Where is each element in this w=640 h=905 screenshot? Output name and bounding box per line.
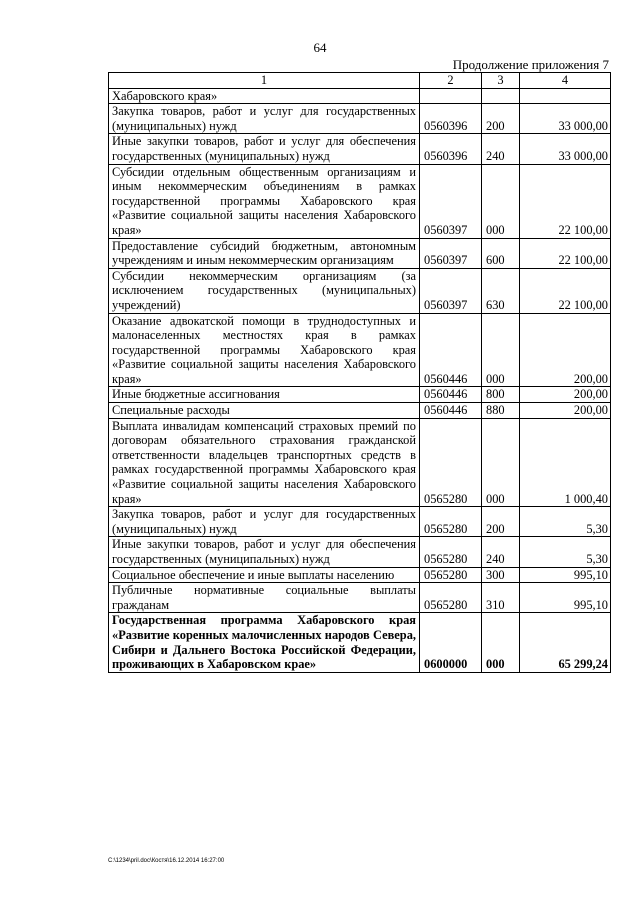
table-row bbox=[109, 403, 611, 419]
table-row bbox=[109, 88, 611, 104]
table-row bbox=[109, 313, 611, 387]
row-amount-cell: 5,30 bbox=[520, 537, 611, 567]
page-number: 64 bbox=[313, 40, 327, 55]
row-name-cell: Выплата инвалидам компенсаций страховых премий по договорам обязательного страхования гражданской ответственности владельцев транспортных средств в рамках государственной программы Хабаровского края «Развитие социальной защиты населения Хабаровского края» bbox=[109, 418, 420, 507]
table-row bbox=[109, 567, 611, 583]
row-name-cell: Оказание адвокатской помощи в труднодоступных и малонаселенных местностях края в рамках государственной программы Хабаровского края «Развитие социальной защиты населения Хабаровского края» bbox=[109, 313, 420, 387]
row-amount-cell: 1 000,40 bbox=[520, 418, 611, 507]
row-name-cell: Закупка товаров, работ и услуг для государственных (муниципальных) нужд bbox=[109, 104, 420, 134]
table-row bbox=[109, 613, 611, 672]
row-code-cell: 0560446 bbox=[420, 313, 482, 387]
row-type-cell: 800 bbox=[482, 387, 520, 403]
row-code-cell: 0600000 bbox=[420, 613, 482, 672]
row-amount-cell: 33 000,00 bbox=[520, 134, 611, 164]
row-name-cell: Иные закупки товаров, работ и услуг для обеспечения государственных (муниципальных) нужд bbox=[109, 134, 420, 164]
row-code-cell: 0565280 bbox=[420, 567, 482, 583]
row-name-cell: Социальное обеспечение и иные выплаты населению bbox=[109, 567, 420, 583]
budget-table bbox=[108, 72, 611, 673]
row-type-cell: 880 bbox=[482, 403, 520, 419]
table-row bbox=[109, 164, 611, 238]
header-col-4: 4 bbox=[520, 73, 611, 89]
row-type-cell: 300 bbox=[482, 567, 520, 583]
row-code-cell: 0560396 bbox=[420, 104, 482, 134]
row-amount-cell: 995,10 bbox=[520, 583, 611, 613]
table-row bbox=[109, 268, 611, 313]
row-type-cell: 600 bbox=[482, 238, 520, 268]
table-header-row bbox=[109, 73, 611, 89]
table-row bbox=[109, 537, 611, 567]
row-name-cell: Хабаровского края» bbox=[109, 88, 420, 104]
row-amount-cell: 200,00 bbox=[520, 387, 611, 403]
file-path-footer: C:\1234\pril.doc\Костя\16.12.2014 16:27:00 bbox=[108, 858, 225, 864]
header-col-1: 1 bbox=[109, 73, 420, 89]
row-type-cell: 000 bbox=[482, 164, 520, 238]
row-amount-cell: 65 299,24 bbox=[520, 613, 611, 672]
row-code-cell bbox=[420, 88, 482, 104]
row-name-cell: Субсидии некоммерческим организациям (за исключением государственных (муниципальных) учреждений) bbox=[109, 268, 420, 313]
row-amount-cell: 200,00 bbox=[520, 313, 611, 387]
row-name-cell: Специальные расходы bbox=[109, 403, 420, 419]
row-type-cell: 000 bbox=[482, 418, 520, 507]
table-row bbox=[109, 418, 611, 507]
row-name-cell: Иные бюджетные ассигнования bbox=[109, 387, 420, 403]
row-code-cell: 0560397 bbox=[420, 238, 482, 268]
row-code-cell: 0560397 bbox=[420, 268, 482, 313]
table-row bbox=[109, 134, 611, 164]
row-amount-cell: 22 100,00 bbox=[520, 164, 611, 238]
table-row bbox=[109, 238, 611, 268]
row-name-cell: Субсидии отдельным общественным организациям и иным некоммерческим объединениям в рамках государственной программы Хабаровского края «Развитие социальной защиты населения Хабаровского края» bbox=[109, 164, 420, 238]
row-name-cell: Предоставление субсидий бюджетным, автономным учреждениям и иным некоммерческим организациям bbox=[109, 238, 420, 268]
table-row bbox=[109, 104, 611, 134]
row-name-cell: Публичные нормативные социальные выплаты гражданам bbox=[109, 583, 420, 613]
row-name-cell: Иные закупки товаров, работ и услуг для обеспечения государственных (муниципальных) нужд bbox=[109, 537, 420, 567]
row-code-cell: 0560396 bbox=[420, 134, 482, 164]
row-amount-cell: 33 000,00 bbox=[520, 104, 611, 134]
row-type-cell: 240 bbox=[482, 134, 520, 164]
row-amount-cell: 200,00 bbox=[520, 403, 611, 419]
row-type-cell: 200 bbox=[482, 104, 520, 134]
row-code-cell: 0565280 bbox=[420, 583, 482, 613]
row-code-cell: 0565280 bbox=[420, 507, 482, 537]
row-type-cell: 000 bbox=[482, 313, 520, 387]
row-type-cell: 000 bbox=[482, 613, 520, 672]
row-amount-cell: 22 100,00 bbox=[520, 268, 611, 313]
table-row bbox=[109, 507, 611, 537]
row-amount-cell: 5,30 bbox=[520, 507, 611, 537]
row-name-cell: Государственная программа Хабаровского края «Развитие коренных малочисленных народов Севера, Сибири и Дальнего Востока Российской Федерации, проживающих в Хабаровском крае» bbox=[109, 613, 420, 672]
row-name-cell: Закупка товаров, работ и услуг для государственных (муниципальных) нужд bbox=[109, 507, 420, 537]
header-col-2: 2 bbox=[420, 73, 482, 89]
row-code-cell: 0565280 bbox=[420, 537, 482, 567]
row-amount-cell: 995,10 bbox=[520, 567, 611, 583]
row-code-cell: 0565280 bbox=[420, 418, 482, 507]
row-type-cell bbox=[482, 88, 520, 104]
continuation-label: Продолжение приложения 7 bbox=[452, 57, 609, 72]
row-type-cell: 630 bbox=[482, 268, 520, 313]
row-type-cell: 200 bbox=[482, 507, 520, 537]
row-amount-cell bbox=[520, 88, 611, 104]
row-code-cell: 0560397 bbox=[420, 164, 482, 238]
row-amount-cell: 22 100,00 bbox=[520, 238, 611, 268]
row-code-cell: 0560446 bbox=[420, 387, 482, 403]
table-row bbox=[109, 583, 611, 613]
row-type-cell: 310 bbox=[482, 583, 520, 613]
header-col-3: 3 bbox=[482, 73, 520, 89]
table-body bbox=[109, 88, 611, 672]
row-code-cell: 0560446 bbox=[420, 403, 482, 419]
table-row bbox=[109, 387, 611, 403]
row-type-cell: 240 bbox=[482, 537, 520, 567]
